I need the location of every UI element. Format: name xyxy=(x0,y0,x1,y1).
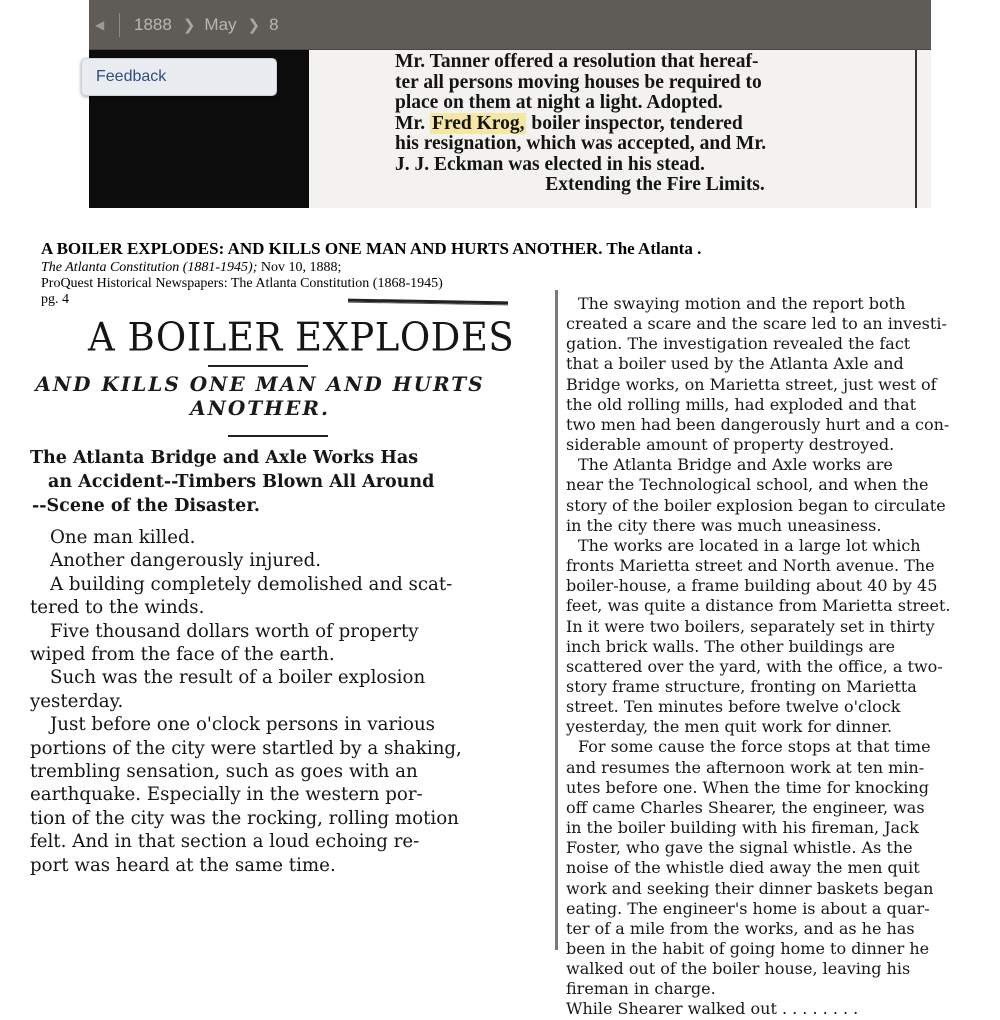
paragraph xyxy=(566,294,966,455)
text-line: utes before one. When the time for knocking xyxy=(566,777,929,797)
text-line: The Atlanta Bridge and Axle works are xyxy=(578,455,893,475)
text-line: feet, was quite a distance from Marietta street. xyxy=(566,596,951,616)
text-line: yesterday, the men quit work for dinner. xyxy=(566,717,893,737)
text-line: One man killed. xyxy=(50,527,196,548)
article-scan xyxy=(28,294,978,1019)
text-line: The swaying motion and the report both xyxy=(578,294,906,313)
text-line: Another dangerously injured. xyxy=(50,550,321,572)
text-line: For some cause the force stops at that time xyxy=(578,737,931,757)
text-line: A building completely demolished and scat- xyxy=(50,573,453,595)
text-line: eating. The engineer's home is about a quar- xyxy=(566,898,930,918)
viewer-toolbar xyxy=(89,0,931,50)
paragraph xyxy=(30,666,492,713)
paragraph xyxy=(30,573,492,620)
text-line: created a scare and the scare led to an investi- xyxy=(566,314,947,334)
breadcrumb-day[interactable]: 8 xyxy=(269,14,279,34)
text-line: trembling sensation, such as goes with an xyxy=(30,761,418,783)
text-line: street. Ten minutes before twelve o'clock xyxy=(566,697,901,717)
text-line: inch brick walls. The other buildings are xyxy=(566,636,896,656)
source-line: ProQuest Historical Newspapers: The Atlanta Constitution (1868-1945) xyxy=(41,276,443,291)
chevron-right-icon: ❯ xyxy=(182,16,196,34)
decorative-rule xyxy=(228,435,328,437)
text-line: scattered over the yard, with the office, a two- xyxy=(566,656,943,676)
publication-line xyxy=(41,260,971,276)
snippet-heading: Extending the Fire Limits. xyxy=(545,174,765,195)
publication-name: The Atlanta Constitution (1881-1945); xyxy=(41,260,258,275)
snippet-line: place on them at night a light. Adopted. xyxy=(395,92,723,113)
text-line: In it were two boilers, separately set in thirty xyxy=(566,616,935,636)
breadcrumb-year[interactable]: 1888 xyxy=(134,14,172,34)
breadcrumb-month[interactable]: May xyxy=(204,14,237,34)
paragraph xyxy=(566,536,966,738)
snippet-line: ter all persons moving houses be required to xyxy=(395,71,762,93)
deck-line: --Scene of the Disaster. xyxy=(32,496,261,516)
search-snippet xyxy=(395,52,915,196)
snippet-line: Mr. Fred Krog, boiler inspector, tendered xyxy=(395,112,743,134)
text-line: Foster, who gave the signal whistle. As the xyxy=(566,838,913,858)
text-line: noise of the whistle died away the men quit xyxy=(566,858,920,878)
subheadline-line: ANOTHER. xyxy=(190,396,330,420)
headline: A BOILER EXPLODES xyxy=(88,314,515,361)
text-line: earthquake. Especially in the western por- xyxy=(30,784,423,806)
text-line: Five thousand dollars worth of property xyxy=(50,620,419,642)
text-line: gation. The investigation revealed the fact xyxy=(566,334,911,354)
article-citation-title: A BOILER EXPLODES: AND KILLS ONE MAN AND HURTS ANOTHER. The Atlanta . xyxy=(41,239,702,258)
snippet-line: Mr. Tanner offered a resolution that hereaf- xyxy=(395,51,759,72)
paragraph xyxy=(566,737,966,1019)
text-line: off came Charles Shearer, the engineer, was xyxy=(566,797,925,817)
deck xyxy=(30,446,490,518)
text-line: the old rolling mills, had exploded and that xyxy=(566,394,917,414)
text-line: in the city there was much uneasiness. xyxy=(566,515,882,535)
paragraph xyxy=(30,620,492,667)
text-line: boiler-house, a frame building about 40 by 45 xyxy=(566,576,938,596)
snippet-line: J. J. Eckman was elected in his stead. xyxy=(395,153,705,175)
text-line: story of the boiler explosion began to circulate xyxy=(566,495,946,515)
text-line: and resumes the afternoon work at ten min- xyxy=(566,757,925,777)
text-line: Such was the result of a boiler explosion xyxy=(50,667,426,689)
viewer-page-image xyxy=(309,50,931,208)
text-line: Just before one o'clock persons in various xyxy=(50,714,436,736)
article-column-1 xyxy=(30,526,492,877)
text-line: work and seeking their dinner baskets began xyxy=(566,878,934,898)
text-line: While Shearer walked out . . . . . . . . xyxy=(566,999,859,1019)
text-line: fronts Marietta street and North avenue. The xyxy=(566,556,935,576)
feedback-button[interactable]: Feedback xyxy=(81,58,277,96)
toolbar-divider xyxy=(119,13,120,37)
text-line: port was heard at the same time. xyxy=(30,854,336,876)
text-line: near the Technological school, and when the xyxy=(566,475,929,495)
text-line: tion of the city was the rocking, rolling motion xyxy=(30,807,459,829)
text-line: two men had been dangerously hurt and a con- xyxy=(566,414,950,434)
deck-line: an Accident--Timbers Blown All Around xyxy=(48,472,435,492)
paragraph xyxy=(30,549,492,572)
text-line: siderable amount of property destroyed. xyxy=(566,435,895,455)
text-line: fireman in charge. xyxy=(566,979,716,999)
article-column-2 xyxy=(566,294,966,1020)
subheadline xyxy=(30,372,490,420)
publication-date: Nov 10, 1888; xyxy=(257,260,342,275)
text-line: in the boiler building with his fireman, Jack xyxy=(566,818,919,838)
text-line: ter of a mile from the works, and as he has xyxy=(566,918,915,938)
text-line: felt. And in that section a loud echoing re- xyxy=(30,831,420,853)
text-line: walked out of the boiler house, leaving his xyxy=(566,959,911,979)
page-number: pg. 4 xyxy=(41,292,69,307)
snippet-line: his resignation, which was accepted, and Mr. xyxy=(395,133,767,154)
column-rule xyxy=(915,50,917,208)
text-line: that a boiler used by the Atlanta Axle and xyxy=(566,354,904,374)
paragraph xyxy=(30,526,492,549)
text-line: tered to the winds. xyxy=(30,597,205,619)
text-line: been in the habit of going home to dinner he xyxy=(566,939,930,958)
search-highlight: Fred Krog, xyxy=(432,112,525,134)
paragraph xyxy=(30,713,492,877)
decorative-rule xyxy=(208,365,308,367)
chevron-right-icon: ❯ xyxy=(247,16,261,34)
deck-line: The Atlanta Bridge and Axle Works Has xyxy=(30,448,419,468)
text-line: The works are located in a large lot which xyxy=(578,535,921,555)
subheadline-line: AND KILLS ONE MAN AND HURTS xyxy=(35,372,485,396)
text-line: wiped from the face of the earth. xyxy=(30,644,335,666)
viewer-screenshot xyxy=(89,0,931,208)
decorative-rule xyxy=(348,299,508,306)
text-line: yesterday. xyxy=(30,690,124,712)
column-divider xyxy=(555,290,558,950)
paragraph xyxy=(566,455,966,536)
back-arrow-icon[interactable]: ◀ xyxy=(95,17,105,32)
text-line: Bridge works, on Marietta street, just west of xyxy=(566,374,937,394)
text-line: story frame structure, fronting on Marietta xyxy=(566,676,917,696)
text-line: portions of the city were startled by a shaking, xyxy=(30,737,462,759)
